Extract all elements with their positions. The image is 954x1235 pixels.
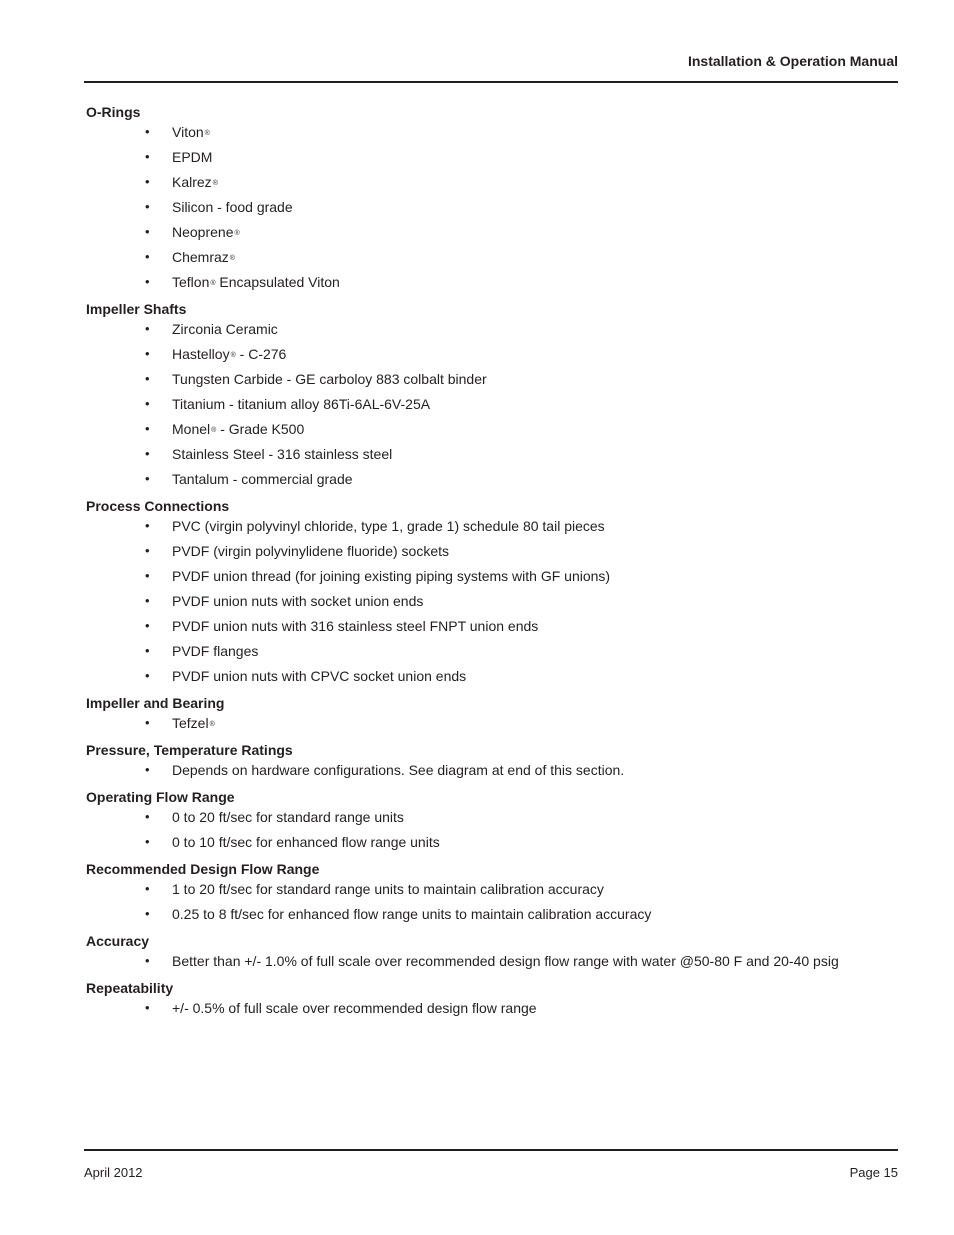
bullet-icon: • (145, 953, 150, 968)
list-item-text: PVDF union nuts with CPVC socket union ends (172, 668, 467, 684)
list-item (86, 666, 898, 691)
list-item (86, 122, 898, 147)
list-item (86, 904, 898, 929)
registered-mark: ® (229, 255, 235, 262)
list-item (86, 319, 898, 344)
bullet-list (86, 516, 898, 691)
footer-divider (84, 1149, 898, 1151)
list-item-text: PVDF union nuts with socket union ends (172, 593, 424, 609)
list-item-text: Monel (172, 421, 211, 437)
list-item-text: Tungsten Carbide - GE carboloy 883 colbalt binder (172, 371, 487, 387)
list-item-text: 1 to 20 ft/sec for standard range units to maintain calibration accuracy (172, 881, 604, 897)
list-item-suffix: - C-276 (235, 346, 287, 362)
list-item-text: Better than +/- 1.0% of full scale over recommended design flow range with water @50-80 F and 20-40 psig (172, 953, 839, 969)
bullet-list (86, 807, 898, 857)
bullet-list (86, 319, 898, 494)
spec-section (86, 978, 898, 1023)
bullet-icon: • (145, 543, 150, 558)
list-item (86, 516, 898, 541)
bullet-icon: • (145, 371, 150, 386)
list-item-text: PVDF union thread (for joining existing piping systems with GF unions) (172, 568, 611, 584)
list-item-text: +/- 0.5% of full scale over recommended design flow range (172, 1000, 537, 1016)
list-item-text: Viton (172, 124, 204, 140)
list-item (86, 951, 898, 976)
section-heading: Process Connections (86, 498, 230, 514)
document-title: Installation & Operation Manual (687, 53, 898, 69)
list-item-text: PVC (virgin polyvinyl chloride, type 1, grade 1) schedule 80 tail pieces (172, 518, 605, 534)
bullet-icon: • (145, 471, 150, 486)
bullet-icon: • (145, 149, 150, 164)
list-item-text: Kalrez (172, 174, 212, 190)
list-item (86, 591, 898, 616)
spec-section (86, 693, 898, 738)
list-item-text: Titanium - titanium alloy 86Ti-6AL-6V-25A (172, 396, 431, 412)
list-item (86, 394, 898, 419)
spec-content (86, 102, 898, 1025)
list-item (86, 566, 898, 591)
registered-mark: ® (209, 721, 215, 728)
bullet-list (86, 713, 898, 738)
list-item-text: Chemraz (172, 249, 229, 265)
list-item-text: Depends on hardware configurations. See diagram at end of this section. (172, 762, 625, 778)
spec-section (86, 299, 898, 494)
bullet-list (86, 998, 898, 1023)
bullet-icon: • (145, 518, 150, 533)
bullet-icon: • (145, 762, 150, 777)
bullet-icon: • (145, 321, 150, 336)
bullet-list (86, 122, 898, 297)
list-item-text: Silicon - food grade (172, 199, 293, 215)
section-heading: Impeller Shafts (86, 301, 187, 317)
list-item-text: Tefzel (172, 715, 209, 731)
bullet-icon: • (145, 643, 150, 658)
list-item (86, 760, 898, 785)
list-item (86, 344, 898, 369)
list-item (86, 197, 898, 222)
list-item-text: PVDF (virgin polyvinylidene fluoride) sockets (172, 543, 449, 559)
list-item (86, 998, 898, 1023)
bullet-icon: • (145, 1000, 150, 1015)
section-heading: Recommended Design Flow Range (86, 861, 320, 877)
list-item-text: Teflon (172, 274, 210, 290)
list-item-text: Zirconia Ceramic (172, 321, 278, 337)
list-item (86, 147, 898, 172)
bullet-icon: • (145, 174, 150, 189)
list-item (86, 879, 898, 904)
bullet-icon: • (145, 346, 150, 361)
list-item-text: 0.25 to 8 ft/sec for enhanced flow range units to maintain calibration accuracy (172, 906, 652, 922)
list-item-text: 0 to 10 ft/sec for enhanced flow range units (172, 834, 440, 850)
list-item-text: Tantalum - commercial grade (172, 471, 353, 487)
registered-mark: ® (234, 230, 240, 237)
footer-date: April 2012 (84, 1165, 143, 1180)
list-item (86, 222, 898, 247)
bullet-icon: • (145, 274, 150, 289)
section-heading: O-Rings (86, 104, 141, 120)
list-item-text: Hastelloy (172, 346, 230, 362)
section-heading: Pressure, Temperature Ratings (86, 742, 293, 758)
bullet-icon: • (145, 618, 150, 633)
bullet-icon: • (145, 715, 150, 730)
section-heading: Impeller and Bearing (86, 695, 225, 711)
bullet-icon: • (145, 124, 150, 139)
registered-mark: ® (210, 280, 216, 287)
list-item (86, 807, 898, 832)
list-item (86, 369, 898, 394)
bullet-list (86, 760, 898, 785)
section-heading: Accuracy (86, 933, 150, 949)
bullet-icon: • (145, 421, 150, 436)
list-item-text: Neoprene (172, 224, 234, 240)
section-heading: Repeatability (86, 980, 174, 996)
bullet-list (86, 879, 898, 929)
bullet-icon: • (145, 809, 150, 824)
bullet-icon: • (145, 906, 150, 921)
spec-section (86, 931, 898, 976)
registered-mark: ® (212, 180, 218, 187)
bullet-list (86, 951, 898, 976)
list-item (86, 616, 898, 641)
bullet-icon: • (145, 593, 150, 608)
spec-section (86, 102, 898, 297)
bullet-icon: • (145, 881, 150, 896)
spec-section (86, 740, 898, 785)
bullet-icon: • (145, 249, 150, 264)
list-item (86, 172, 898, 197)
bullet-icon: • (145, 834, 150, 849)
list-item-text: EPDM (172, 149, 213, 165)
registered-mark: ® (230, 352, 236, 359)
section-heading: Operating Flow Range (86, 789, 235, 805)
header-divider (84, 81, 898, 83)
page-number: Page 15 (849, 1165, 898, 1180)
list-item-suffix: Encapsulated Viton (215, 274, 340, 290)
list-item-suffix: - Grade K500 (216, 421, 305, 437)
spec-section (86, 859, 898, 929)
list-item (86, 541, 898, 566)
bullet-icon: • (145, 568, 150, 583)
list-item-text: 0 to 20 ft/sec for standard range units (172, 809, 404, 825)
list-item (86, 832, 898, 857)
list-item (86, 419, 898, 444)
registered-mark: ® (204, 130, 210, 137)
list-item (86, 469, 898, 494)
bullet-icon: • (145, 668, 150, 683)
list-item (86, 444, 898, 469)
bullet-icon: • (145, 396, 150, 411)
spec-section (86, 496, 898, 691)
bullet-icon: • (145, 446, 150, 461)
list-item-text: PVDF union nuts with 316 stainless steel FNPT union ends (172, 618, 539, 634)
list-item-text: PVDF flanges (172, 643, 259, 659)
list-item-text: Stainless Steel - 316 stainless steel (172, 446, 393, 462)
spec-section (86, 787, 898, 857)
list-item (86, 713, 898, 738)
bullet-icon: • (145, 224, 150, 239)
list-item (86, 247, 898, 272)
registered-mark: ® (211, 427, 217, 434)
bullet-icon: • (145, 199, 150, 214)
list-item (86, 272, 898, 297)
list-item (86, 641, 898, 666)
